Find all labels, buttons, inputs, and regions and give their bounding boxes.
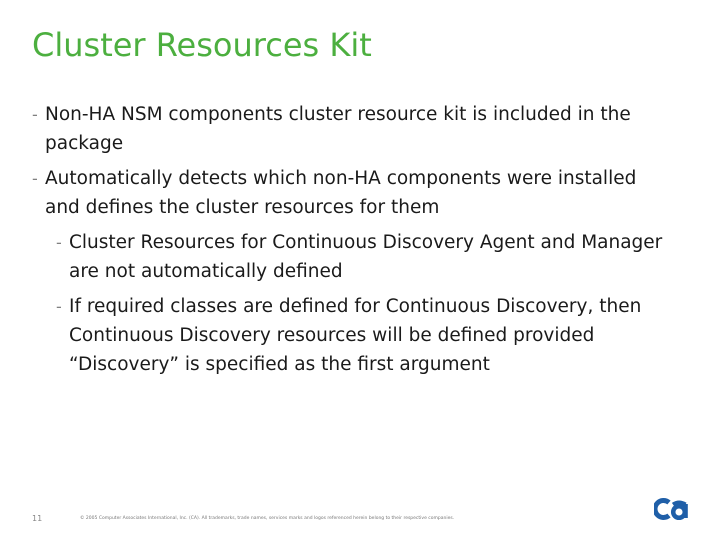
bullet-text: Non-HA NSM components cluster resource kit is included in the package (45, 104, 631, 154)
bullet-dash: - (32, 105, 38, 124)
bullet-dash: - (32, 169, 38, 188)
bullet-dash: - (56, 233, 62, 252)
sub-bullet-item (32, 292, 672, 379)
bullet-text: Automatically detects which non-HA components were installed and defines the cluster resources for them (45, 168, 637, 218)
copyright-notice: © 2005 Computer Associates International, Inc. (CA). All trademarks, trade names, services marks and logos referenced herein belong to their respective companies. (80, 516, 455, 521)
bullet-item (32, 164, 672, 222)
bullet-dash: - (56, 297, 62, 316)
bullet-list (32, 100, 672, 385)
bullet-item (32, 100, 672, 158)
slide-title: Cluster Resources Kit (32, 26, 372, 64)
bullet-text: Cluster Resources for Continuous Discovery Agent and Manager are not automatically defined (69, 232, 663, 282)
bullet-text: If required classes are defined for Continuous Discovery, then Continuous Discovery resources will be defined provided “Discovery” is specified as the first argument (69, 296, 642, 375)
page-number: 11 (32, 514, 43, 523)
sub-bullet-item (32, 228, 672, 286)
ca-logo-icon (654, 496, 690, 522)
slide-footer (0, 508, 720, 528)
